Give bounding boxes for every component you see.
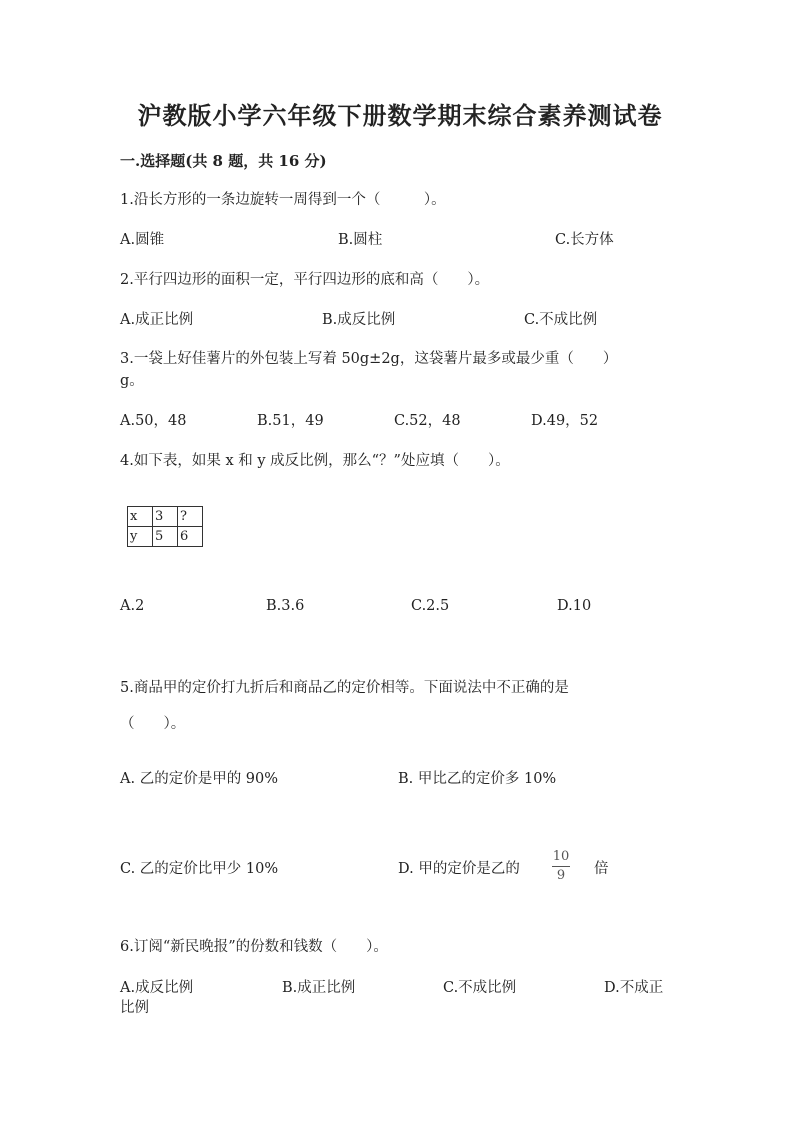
table-cell: ? [178, 507, 203, 527]
question-4-text: 4.如下表，如果 x 和 y 成反比例，那么“？”处应填（ ）。 [120, 453, 510, 469]
question-6-option-c: C.不成比例 [443, 980, 517, 996]
table-cell: x [128, 507, 153, 527]
question-2-option-b: B.成反比例 [322, 312, 396, 328]
question-4-option-b: B.3.6 [266, 598, 305, 614]
question-4-option-a: A.2 [120, 598, 145, 614]
question-5-fraction [552, 850, 570, 883]
question-3-text-line-2: g。 [120, 373, 144, 389]
question-6-option-d: D.不成正 [604, 980, 664, 996]
question-6-option-a: A.成反比例 [120, 980, 194, 996]
page-title: 沪教版小学六年级下册数学期末综合素养测试卷 [137, 101, 663, 130]
table-cell: 5 [153, 527, 178, 547]
question-6-text: 6.订阅“新民晚报”的份数和钱数（ ）。 [120, 939, 388, 955]
table-cell: 3 [153, 507, 178, 527]
section-heading: 一.选择题(共 8 题，共 16 分) [120, 152, 327, 170]
question-1-option-a: A.圆锥 [120, 232, 165, 248]
question-3-option-b: B.51，49 [257, 413, 324, 429]
question-2-option-a: A.成正比例 [120, 312, 194, 328]
question-6-option-b: B.成正比例 [282, 980, 356, 996]
question-5-option-b: B. 甲比乙的定价多 10% [398, 771, 557, 787]
question-4-option-d: D.10 [557, 598, 592, 614]
question-5-text-line-1: 5.商品甲的定价打九折后和商品乙的定价相等。下面说法中不正确的是 [120, 680, 569, 696]
fraction-bar [552, 866, 570, 867]
question-1-option-b: B.圆柱 [338, 232, 383, 248]
table-cell: y [128, 527, 153, 547]
question-3-option-a: A.50，48 [120, 413, 187, 429]
question-6-option-d-wrap: 比例 [120, 1000, 149, 1016]
question-2-option-c: C.不成比例 [524, 312, 598, 328]
question-4-table [127, 506, 203, 547]
fraction-numerator: 10 [552, 849, 570, 864]
question-5-option-d-suffix: 倍 [594, 861, 609, 877]
question-3-option-c: C.52，48 [394, 413, 461, 429]
table-row [128, 507, 203, 527]
question-5-text-line-2: （ ）。 [120, 716, 186, 732]
question-5-option-a: A. 乙的定价是甲的 90% [120, 771, 279, 787]
table-row [128, 527, 203, 547]
question-2-text: 2.平行四边形的面积一定，平行四边形的底和高（ ）。 [120, 272, 490, 288]
question-1-text: 1.沿长方形的一条边旋转一周得到一个（ ）。 [120, 192, 446, 208]
question-3-text-line-1: 3.一袋上好佳薯片的外包装上写着 50g±2g，这袋薯片最多或最少重（ ） [120, 351, 618, 367]
question-4-option-c: C.2.5 [411, 598, 450, 614]
fraction-denominator: 9 [556, 868, 566, 883]
table-cell: 6 [178, 527, 203, 547]
question-1-option-c: C.长方体 [555, 232, 614, 248]
question-3-option-d: D.49，52 [531, 413, 599, 429]
question-5-option-d: D. 甲的定价是乙的 [398, 861, 520, 877]
question-5-option-c: C. 乙的定价比甲少 10% [120, 861, 279, 877]
